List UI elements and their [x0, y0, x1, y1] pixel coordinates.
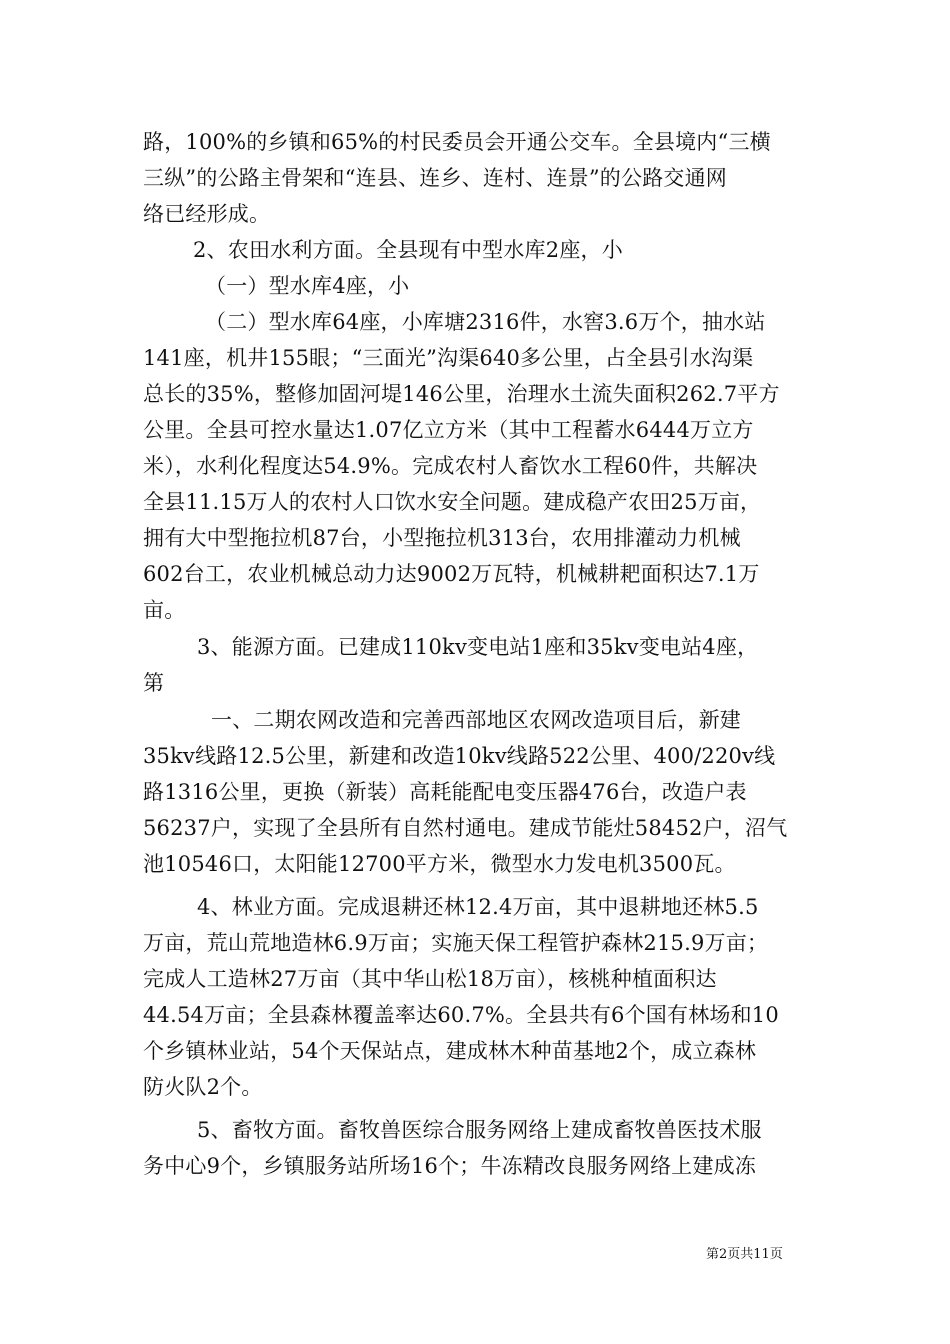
text-line: 路，100%的乡镇和65%的村民委员会开通公交车。全县境内“三横	[143, 130, 771, 154]
text-line: 4、林业方面。完成退耕还林12.4万亩，其中退耕地还林5.5	[197, 895, 759, 919]
text-line: （一）型水库4座，小	[205, 274, 410, 298]
text-line: 44.54万亩；全县森林覆盖率达60.7%。全县共有6个国有林场和10	[143, 1003, 779, 1027]
text-line: 2、农田水利方面。全县现有中型水库2座，小	[193, 238, 623, 262]
text-line: 35kv线路12.5公里，新建和改造10kv线路522公里、400/220v线	[143, 744, 776, 768]
text-line: 完成人工造林27万亩（其中华山松18万亩），核桃种植面积达	[143, 967, 717, 991]
text-line: 602台工，农业机械总动力达9002万瓦特，机械耕耙面积达7.1万	[143, 562, 760, 586]
text-line: 亩。	[143, 598, 186, 622]
text-line: 络已经形成。	[143, 202, 271, 226]
text-line: 路1316公里，更换（新装）高耗能配电变压器476台，改造户表	[143, 780, 747, 804]
text-line: 总长的35%，整修加固河堤146公里，治理水土流失面积262.7平方	[143, 382, 780, 406]
text-line: 米），水利化程度达54.9%。完成农村人畜饮水工程60件，共解决	[143, 454, 758, 478]
text-line: 公里。全县可控水量达1.07亿立方米（其中工程蓄水6444万立方	[143, 418, 754, 442]
text-line: （二）型水库64座，小库塘2316件，水窖3.6万个，抽水站	[205, 310, 766, 334]
text-line: 万亩，荒山荒地造林6.9万亩；实施天保工程管护森林215.9万亩；	[143, 931, 769, 955]
text-line: 3、能源方面。已建成110kv变电站1座和35kv变电站4座，	[197, 635, 759, 659]
text-line: 5、畜牧方面。畜牧兽医综合服务网络上建成畜牧兽医技术服	[197, 1118, 762, 1142]
text-line: 拥有大中型拖拉机87台，小型拖拉机313台，农用排灌动力机械	[143, 526, 741, 550]
text-line: 池10546口，太阳能12700平方米，微型水力发电机3500瓦。	[143, 852, 736, 876]
text-line: 一、二期农网改造和完善西部地区农网改造项目后，新建	[211, 708, 741, 732]
page-number-footer: 第2页共11页	[706, 1247, 783, 1262]
text-line: 三纵”的公路主骨架和“连县、连乡、连村、连景”的公路交通网	[143, 166, 728, 190]
text-line: 全县11.15万人的农村人口饮水安全问题。建成稳产农田25万亩，	[143, 490, 762, 514]
text-line: 56237户，实现了全县所有自然村通电。建成节能灶58452户，沼气	[143, 816, 788, 840]
text-line: 防火队2个。	[143, 1075, 263, 1099]
text-line: 第	[143, 671, 165, 695]
text-line: 务中心9个，乡镇服务站所场16个；牛冻精改良服务网络上建成冻	[143, 1154, 757, 1178]
text-line: 141座，机井155眼；“三面光”沟渠640多公里，占全县引水沟渠	[143, 346, 754, 370]
text-line: 个乡镇林业站，54个天保站点，建成林木种苗基地2个，成立森林	[143, 1039, 757, 1063]
